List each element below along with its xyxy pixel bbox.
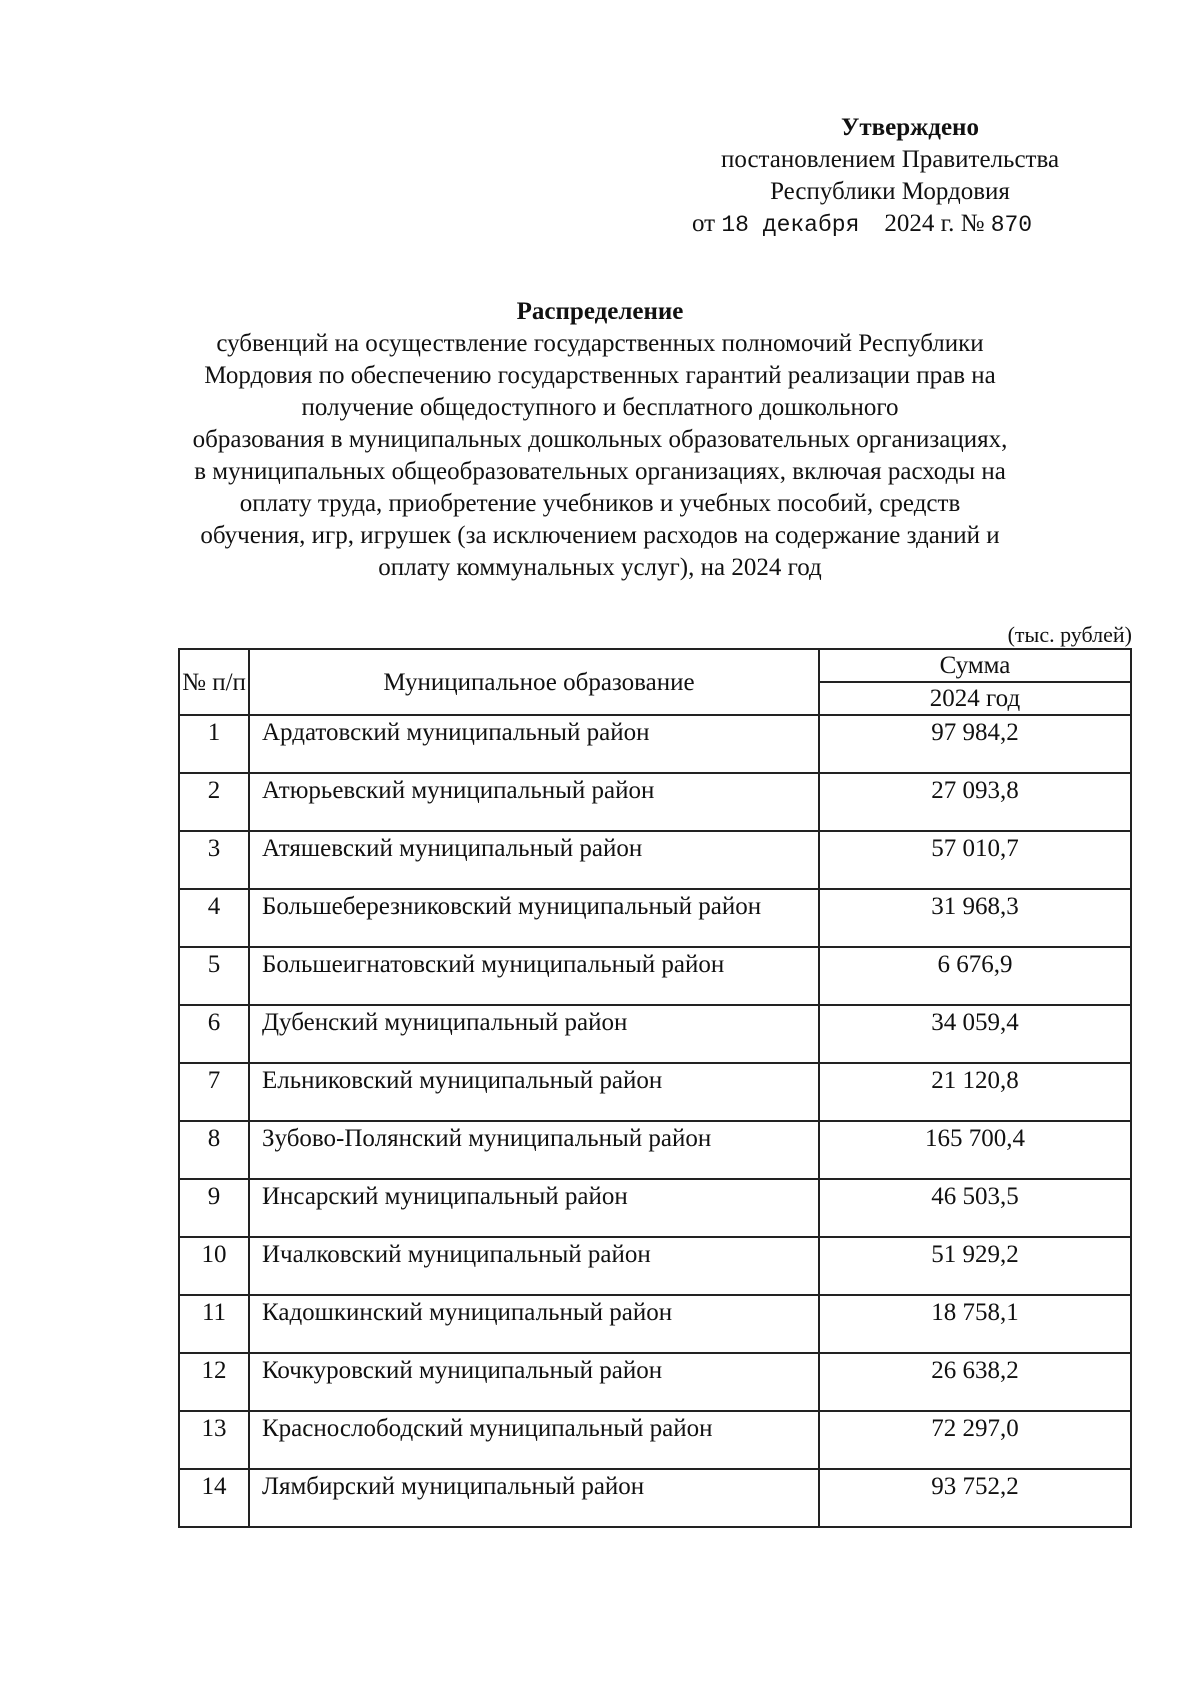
heading-line-8: оплату коммунальных услуг), на 2024 год	[378, 554, 822, 581]
decree-number: 870	[990, 212, 1033, 238]
row-name: Дубенский муниципальный район	[249, 1005, 819, 1063]
row-num: 13	[179, 1411, 249, 1469]
row-sum: 27 093,8	[819, 773, 1131, 831]
row-num: 2	[179, 773, 249, 831]
row-name: Атюрьевский муниципальный район	[249, 773, 819, 831]
table-row	[179, 947, 1131, 1005]
approval-date-line	[680, 208, 1100, 241]
row-sum: 34 059,4	[819, 1005, 1131, 1063]
heading-line-4: образования в муниципальных дошкольных образовательных организациях,	[192, 426, 1008, 453]
unit-label: (тыс. рублей)	[1007, 622, 1132, 647]
row-sum: 6 676,9	[819, 947, 1131, 1005]
row-num: 1	[179, 715, 249, 773]
table-row	[179, 715, 1131, 773]
heading-line-6: оплату труда, приобретение учебников и учебных пособий, средств	[239, 490, 961, 517]
heading-line-5: в муниципальных общеобразовательных организациях, включая расходы на	[194, 458, 1006, 485]
approval-title: Утверждено	[841, 114, 979, 141]
heading-line-7: обучения, игр, игрушек (за исключением расходов на содержание зданий и	[200, 522, 1000, 549]
header-year: 2024 год	[819, 682, 1131, 715]
approval-block	[680, 112, 1100, 241]
row-sum: 72 297,0	[819, 1411, 1131, 1469]
table-row	[179, 1179, 1131, 1237]
row-num: 9	[179, 1179, 249, 1237]
heading-line-2: Мордовия по обеспечению государственных гарантий реализации прав на	[204, 362, 996, 389]
row-num: 14	[179, 1469, 249, 1527]
header-name: Муниципальное образование	[249, 649, 819, 715]
row-sum: 165 700,4	[819, 1121, 1131, 1179]
row-name: Ардатовский муниципальный район	[249, 715, 819, 773]
header-sum: Сумма	[819, 649, 1131, 682]
row-name: Лямбирский муниципальный район	[249, 1469, 819, 1527]
table-row	[179, 831, 1131, 889]
table-header-row	[179, 649, 1131, 682]
date-prefix: от	[692, 210, 716, 237]
row-num: 3	[179, 831, 249, 889]
approval-line-2: Республики Мордовия	[770, 178, 1010, 205]
row-sum: 97 984,2	[819, 715, 1131, 773]
row-num: 11	[179, 1295, 249, 1353]
date-day: 18 декабря	[721, 212, 860, 238]
row-num: 10	[179, 1237, 249, 1295]
row-sum: 46 503,5	[819, 1179, 1131, 1237]
date-year: 2024 г. №	[884, 210, 985, 237]
row-sum: 21 120,8	[819, 1063, 1131, 1121]
row-sum: 51 929,2	[819, 1237, 1131, 1295]
row-name: Ичалковский муниципальный район	[249, 1237, 819, 1295]
table-row	[179, 1295, 1131, 1353]
row-num: 4	[179, 889, 249, 947]
header-num: № п/п	[179, 649, 249, 715]
table-row	[179, 1469, 1131, 1527]
table-row	[179, 1005, 1131, 1063]
row-name: Кадошкинский муниципальный район	[249, 1295, 819, 1353]
row-num: 6	[179, 1005, 249, 1063]
row-name: Ельниковский муниципальный район	[249, 1063, 819, 1121]
distribution-table	[178, 648, 1132, 1528]
table-row	[179, 1353, 1131, 1411]
approval-line-1: постановлением Правительства	[720, 146, 1060, 173]
row-sum: 18 758,1	[819, 1295, 1131, 1353]
row-num: 7	[179, 1063, 249, 1121]
row-name: Большеигнатовский муниципальный район	[249, 947, 819, 1005]
row-name: Кочкуровский муниципальный район	[249, 1353, 819, 1411]
heading-line-3: получение общедоступного и бесплатного дошкольного	[301, 394, 899, 421]
row-sum: 57 010,7	[819, 831, 1131, 889]
row-num: 8	[179, 1121, 249, 1179]
table-row	[179, 773, 1131, 831]
table-row	[179, 1411, 1131, 1469]
row-sum: 26 638,2	[819, 1353, 1131, 1411]
row-num: 5	[179, 947, 249, 1005]
row-sum: 93 752,2	[819, 1469, 1131, 1527]
table-row	[179, 1237, 1131, 1295]
row-name: Инсарский муниципальный район	[249, 1179, 819, 1237]
row-sum: 31 968,3	[819, 889, 1131, 947]
row-name: Зубово-Полянский муниципальный район	[249, 1121, 819, 1179]
row-num: 12	[179, 1353, 249, 1411]
row-name: Краснослободский муниципальный район	[249, 1411, 819, 1469]
document-title: Распределение	[516, 298, 684, 325]
table-row	[179, 1063, 1131, 1121]
row-name: Атяшевский муниципальный район	[249, 831, 819, 889]
heading-line-1: субвенций на осуществление государственных полномочий Республики	[216, 330, 984, 357]
row-name: Большеберезниковский муниципальный район	[249, 889, 819, 947]
table-row	[179, 889, 1131, 947]
table-row	[179, 1121, 1131, 1179]
document-heading	[180, 296, 1020, 584]
